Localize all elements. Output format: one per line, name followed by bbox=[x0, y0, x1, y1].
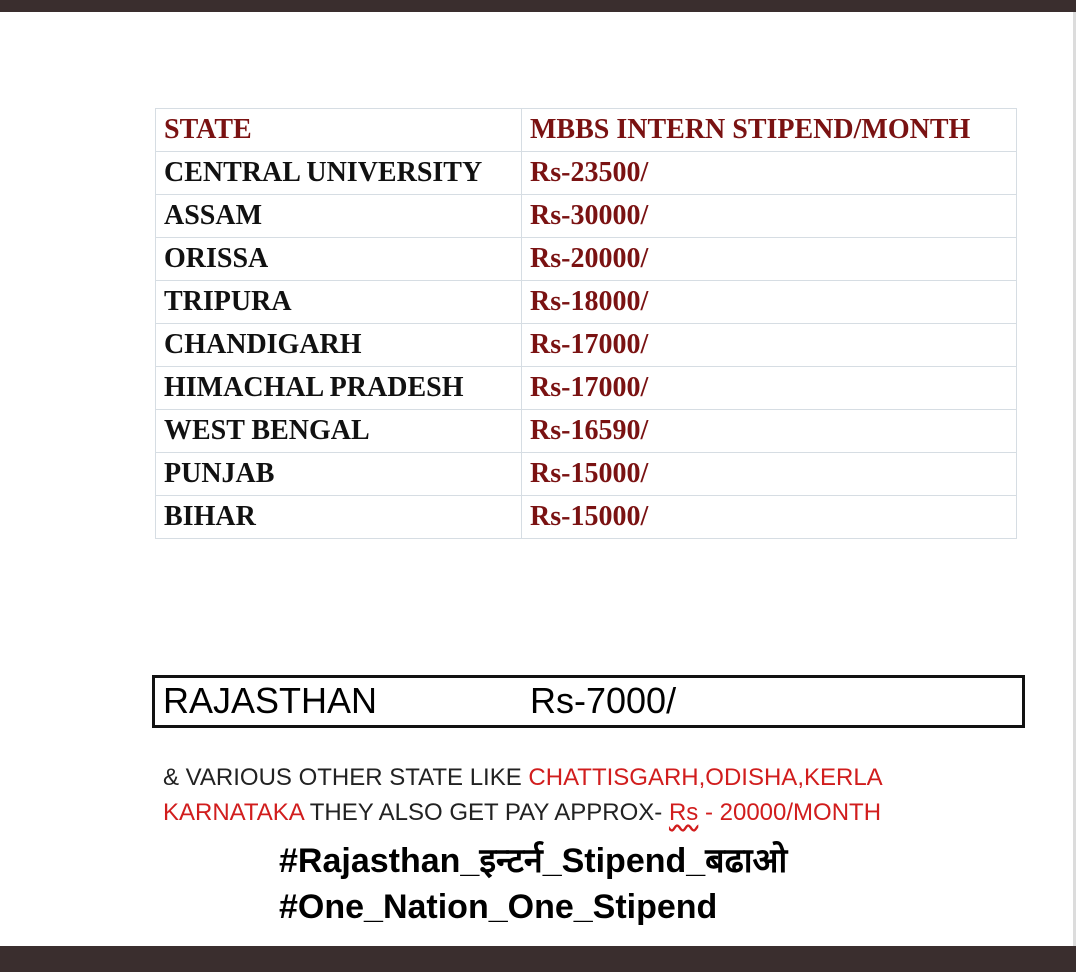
note-red-state-karnataka: KARNATAKA bbox=[163, 799, 304, 826]
state-cell: ORISSA bbox=[156, 238, 522, 281]
table-row bbox=[156, 410, 1017, 453]
note-pay-text: THEY ALSO GET PAY APPROX- bbox=[303, 799, 669, 826]
stipend-cell: Rs-18000/ bbox=[522, 281, 1017, 324]
top-frame-bar bbox=[0, 0, 1076, 12]
stipend-cell: Rs-17000/ bbox=[522, 367, 1017, 410]
stipend-cell: Rs-15000/ bbox=[522, 496, 1017, 539]
note-red-states: CHATTISGARH,ODISHA,KERLA bbox=[528, 764, 883, 791]
stipend-cell: Rs-20000/ bbox=[522, 238, 1017, 281]
state-cell: CHANDIGARH bbox=[156, 324, 522, 367]
rajasthan-amount: Rs-7000/ bbox=[530, 680, 677, 721]
table-row bbox=[156, 152, 1017, 195]
table-row bbox=[156, 453, 1017, 496]
state-cell: CENTRAL UNIVERSITY bbox=[156, 152, 522, 195]
table-header-row bbox=[156, 109, 1017, 152]
state-cell: TRIPURA bbox=[156, 281, 522, 324]
state-cell: BIHAR bbox=[156, 496, 522, 539]
stipend-table bbox=[155, 108, 1017, 539]
note-intro: & VARIOUS OTHER STATE LIKE bbox=[163, 764, 529, 791]
hashtag-rajasthan: #Rajasthan_इन्टर्न_Stipend_बढाओ bbox=[279, 842, 788, 880]
table-row bbox=[156, 324, 1017, 367]
note-rs: Rs bbox=[668, 799, 699, 826]
state-cell: PUNJAB bbox=[156, 453, 522, 496]
state-cell: HIMACHAL PRADESH bbox=[156, 367, 522, 410]
stipend-cell: Rs-30000/ bbox=[522, 195, 1017, 238]
hashtags bbox=[279, 838, 787, 930]
table-row bbox=[156, 281, 1017, 324]
rajasthan-state: RAJASTHAN bbox=[163, 680, 378, 721]
table-row bbox=[156, 367, 1017, 410]
state-cell: WEST BENGAL bbox=[156, 410, 522, 453]
table-row bbox=[156, 238, 1017, 281]
state-cell: ASSAM bbox=[156, 195, 522, 238]
stipend-cell: Rs-23500/ bbox=[522, 152, 1017, 195]
table-row bbox=[156, 496, 1017, 539]
header-state: STATE bbox=[156, 109, 522, 152]
header-stipend: MBBS INTERN STIPEND/MONTH bbox=[522, 109, 1017, 152]
bottom-frame-bar bbox=[0, 946, 1076, 972]
note-amount: - 20000/MONTH bbox=[698, 799, 882, 826]
rajasthan-box bbox=[152, 675, 1025, 728]
stipend-cell: Rs-17000/ bbox=[522, 324, 1017, 367]
stipend-cell: Rs-15000/ bbox=[522, 453, 1017, 496]
hashtag-one-nation: #One_Nation_One_Stipend bbox=[279, 888, 718, 926]
table-row bbox=[156, 195, 1017, 238]
stipend-cell: Rs-16590/ bbox=[522, 410, 1017, 453]
other-states-note bbox=[163, 760, 1023, 830]
